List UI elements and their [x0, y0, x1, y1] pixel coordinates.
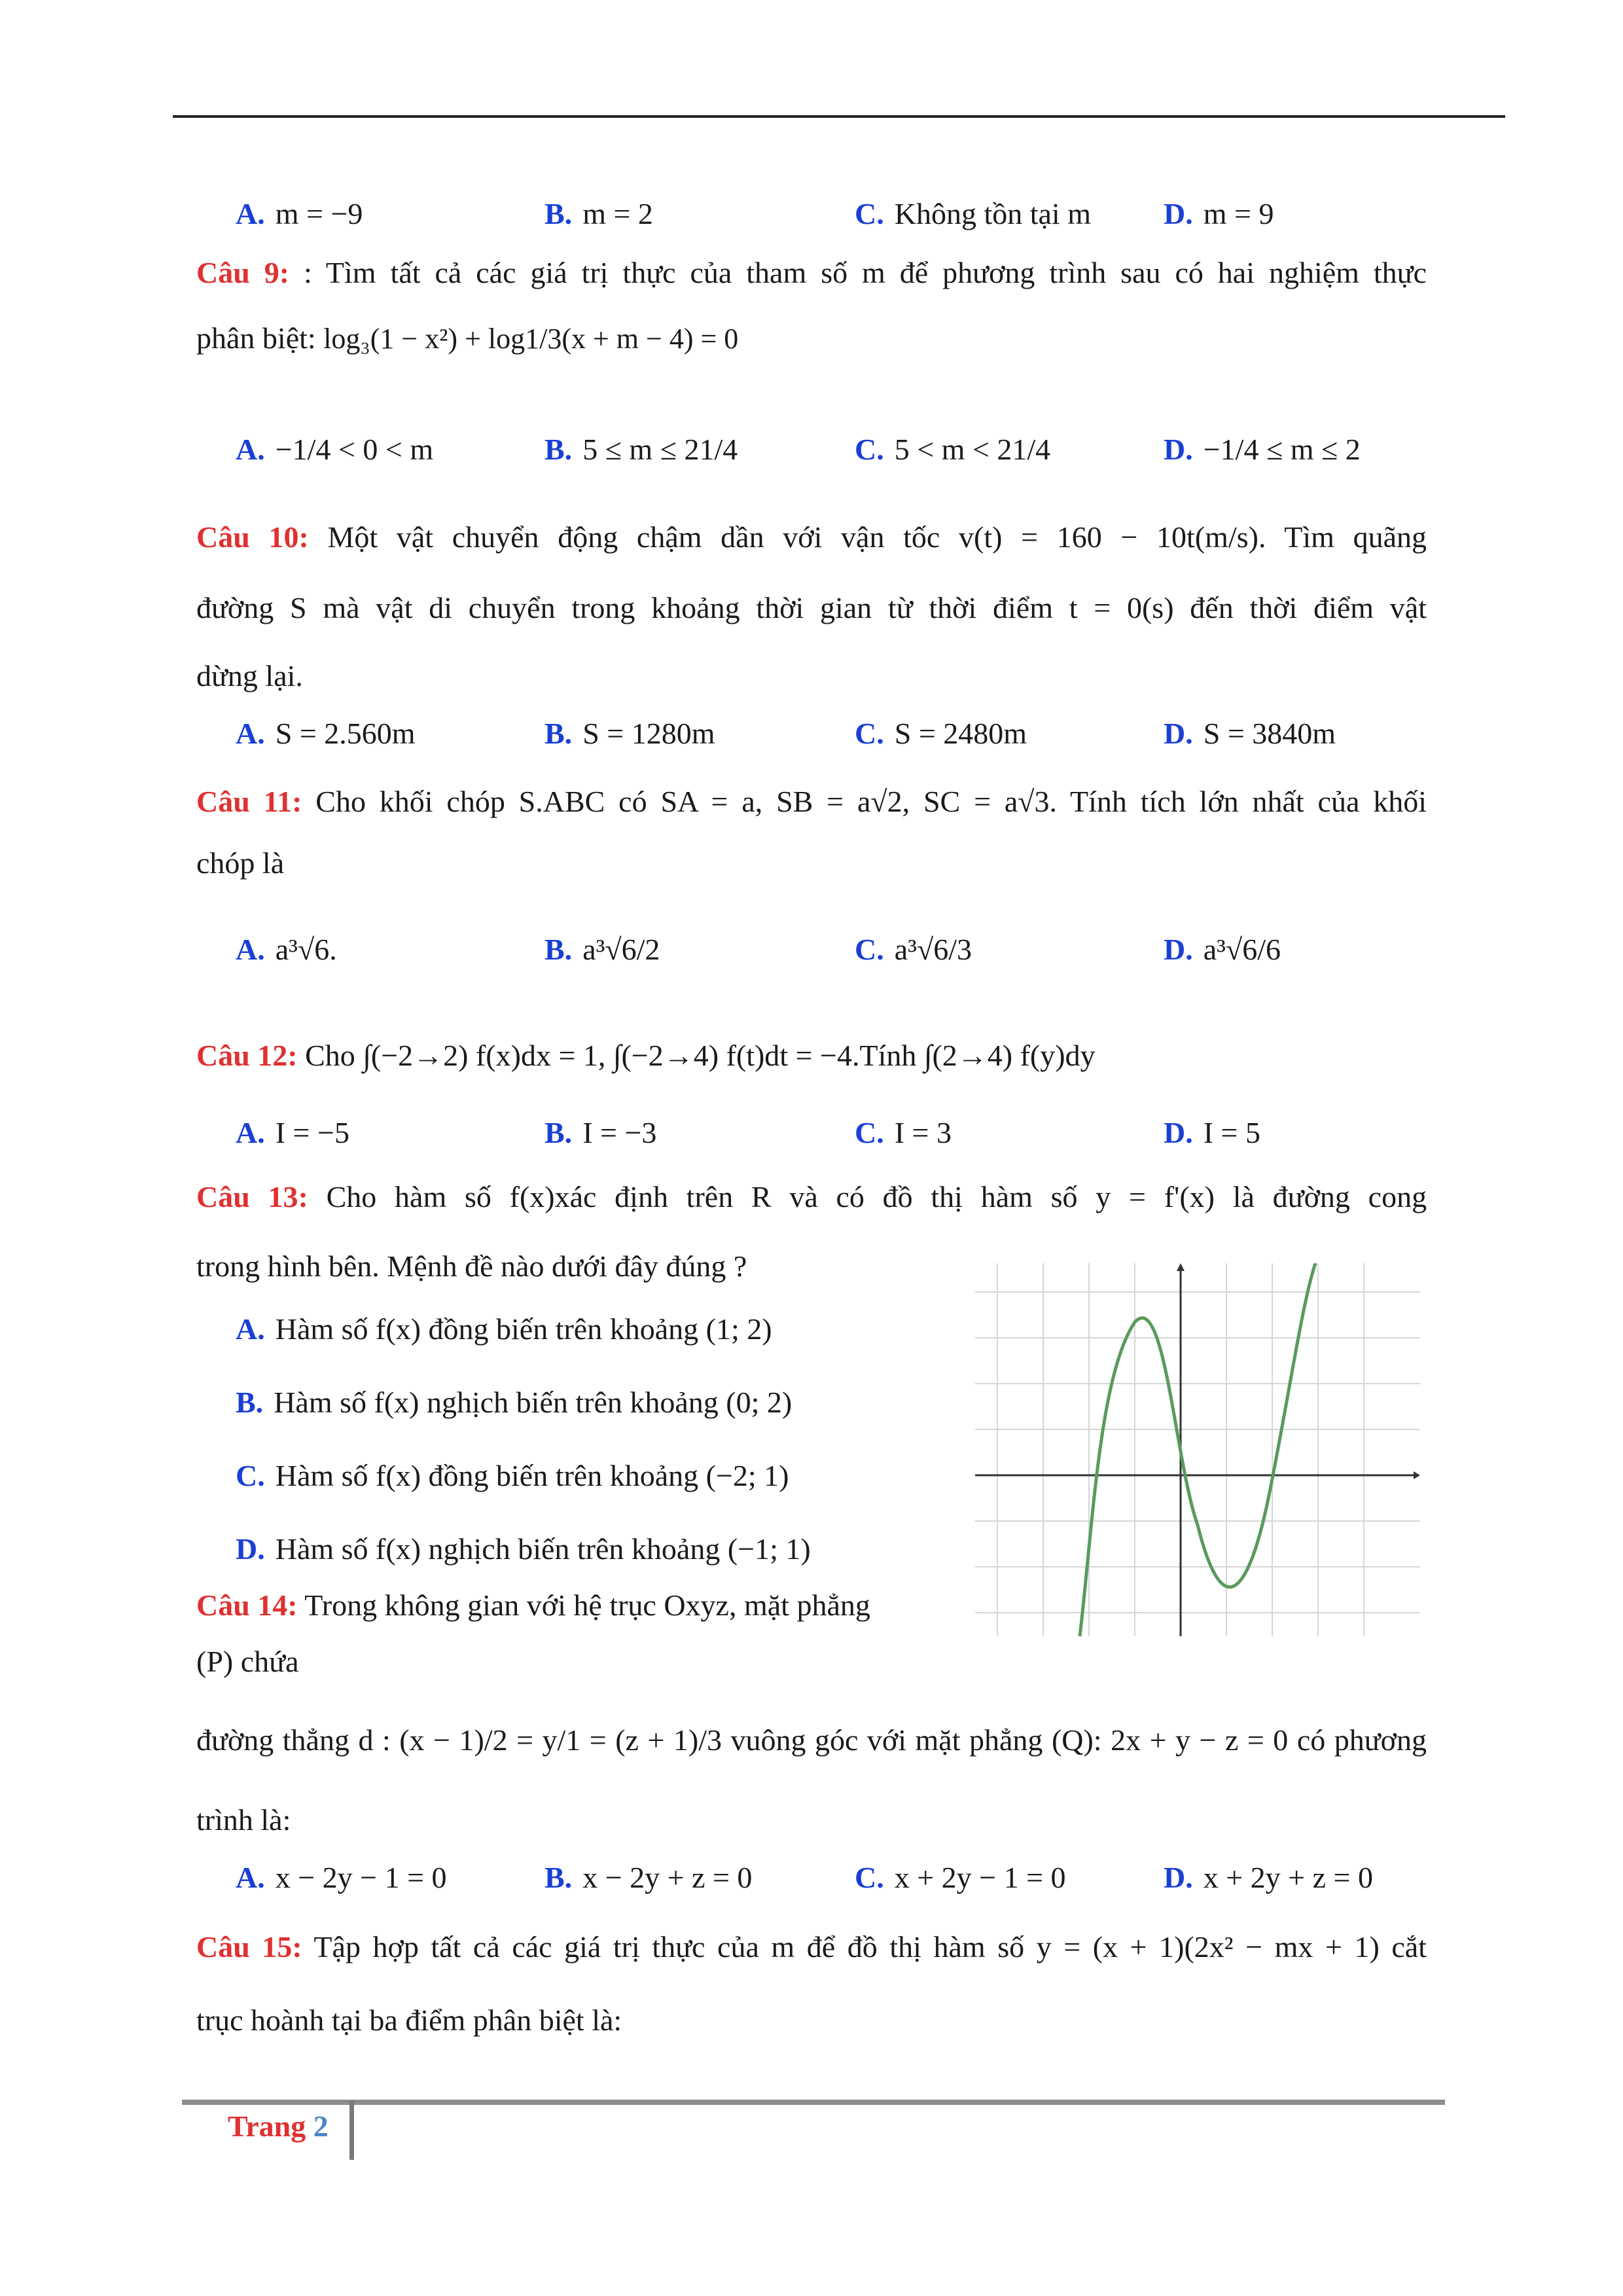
q9-option-d: D. −1/4 ≤ m ≤ 2 — [1164, 433, 1361, 466]
q9-line2: phân biệt: log₃(1 − x²) + log1/3(x + m − 4) = 0 — [196, 321, 739, 355]
q15-line2: trục hoành tại ba điểm phân biệt là: — [196, 2003, 622, 2037]
q8-option-c: C. Không tồn tại m — [855, 197, 1091, 230]
q9-option-b: B. 5 ≤ m ≤ 21/4 — [544, 433, 738, 466]
header-rule — [173, 115, 1505, 118]
q12-option-d: D. I = 5 — [1164, 1116, 1260, 1149]
q14-line1: Câu 14: Trong không gian với hệ trục Oxyz, mặt phẳng — [196, 1588, 870, 1622]
derivative-graph — [975, 1263, 1420, 1643]
q10-line3: dừng lại. — [196, 659, 303, 692]
q11-option-b: B. a³√6/2 — [544, 933, 660, 966]
q13-line1: Câu 13: Cho hàm số f(x)xác định trên R và có đồ thị hàm số y = f'(x) là đường cong — [196, 1180, 1427, 1213]
q14-option-a: A. x − 2y − 1 = 0 — [236, 1861, 447, 1894]
y-axis-arrow — [1177, 1263, 1185, 1271]
q11-line1: Câu 11: Cho khối chóp S.ABC có SA = a, SB = a√2, SC = a√3. Tính tích lớn nhất của khối — [196, 785, 1427, 818]
q8-option-a: A. m = −9 — [236, 197, 363, 230]
footer-divider — [349, 2101, 354, 2160]
q9-equation: log₃(1 − x²) + log1/3(x + m − 4) = 0 — [323, 323, 739, 355]
q11-line2: chóp là — [196, 846, 285, 880]
q9-line1: Câu 9: : Tìm tất cả các giá trị thực của tham số m để phương trình sau có hai nghiệm thực — [196, 256, 1427, 289]
q13-option-c: C. Hàm số f(x) đồng biến trên khoảng (−2; 1) — [236, 1459, 789, 1492]
q12-option-c: C. I = 3 — [855, 1116, 952, 1149]
q12-given: ∫(−2→2) f(x)dx = 1, ∫(−2→4) f(t)dt = −4 — [363, 1039, 852, 1072]
q10-option-a: A. S = 2.560m — [236, 717, 416, 750]
q10-line1: Câu 10: Một vật chuyển động chậm dần với vận tốc v(t) = 160 − 10t(m/s). Tìm quãng — [196, 520, 1427, 554]
q12-target: ∫(2→4) f(y)dy — [923, 1039, 1096, 1072]
q14-line4: trình là: — [196, 1803, 291, 1837]
q10-option-d: D. S = 3840m — [1164, 717, 1336, 750]
q14-option-b: B. x − 2y + z = 0 — [544, 1861, 753, 1894]
q14-option-c: C. x + 2y − 1 = 0 — [855, 1861, 1066, 1894]
footer-rule — [182, 2100, 1445, 2105]
q11-option-c: C. a³√6/3 — [855, 933, 972, 966]
q9-option-c: C. 5 < m < 21/4 — [855, 433, 1051, 466]
graph-grid — [975, 1263, 1420, 1636]
q10-option-c: C. S = 2480m — [855, 717, 1027, 750]
q15-line1: Câu 15: Tập hợp tất cả các giá trị thực của m để đồ thị hàm số y = (x + 1)(2x² − mx + 1) cắt — [196, 1930, 1427, 1964]
q9-option-a: A. −1/4 < 0 < m — [236, 433, 434, 466]
q14-option-d: D. x + 2y + z = 0 — [1164, 1861, 1373, 1894]
q8-option-b: B. m = 2 — [544, 197, 653, 230]
q12-option-a: A. I = −5 — [236, 1116, 349, 1149]
derivative-curve — [1080, 1263, 1315, 1636]
q8-option-d: D. m = 9 — [1164, 197, 1274, 230]
q13-option-a: A. Hàm số f(x) đồng biến trên khoảng (1; 2) — [236, 1312, 772, 1346]
q13-option-d: D. Hàm số f(x) nghịch biến trên khoảng (−1; 1) — [236, 1532, 811, 1566]
q10-line2: đường S mà vật di chuyển trong khoảng thời gian từ thời điểm t = 0(s) đến thời điểm vật — [196, 591, 1427, 624]
q10-option-b: B. S = 1280m — [544, 717, 715, 750]
q12-line1: Câu 12: Cho ∫(−2→2) f(x)dx = 1, ∫(−2→4) f(t)dt = −4.Tính ∫(2→4) f(y)dy — [196, 1039, 1096, 1072]
q14-line3: đường thẳng d : (x − 1)/2 = y/1 = (z + 1)/3 vuông góc với mặt phẳng (Q): 2x + y − z = 0 có phương — [196, 1723, 1427, 1757]
page-number: Trang 2 — [228, 2109, 329, 2143]
q13-option-b: B. Hàm số f(x) nghịch biến trên khoảng (0; 2) — [236, 1386, 793, 1419]
q13-line2: trong hình bên. Mệnh đề nào dưới đây đúng ? — [196, 1249, 747, 1283]
q11-option-d: D. a³√6/6 — [1164, 933, 1281, 966]
q11-option-a: A. a³√6. — [236, 933, 337, 966]
q14-line2: (P) chứa — [196, 1645, 299, 1678]
q12-option-b: B. I = −3 — [544, 1116, 657, 1149]
x-axis-arrow — [1414, 1471, 1420, 1479]
